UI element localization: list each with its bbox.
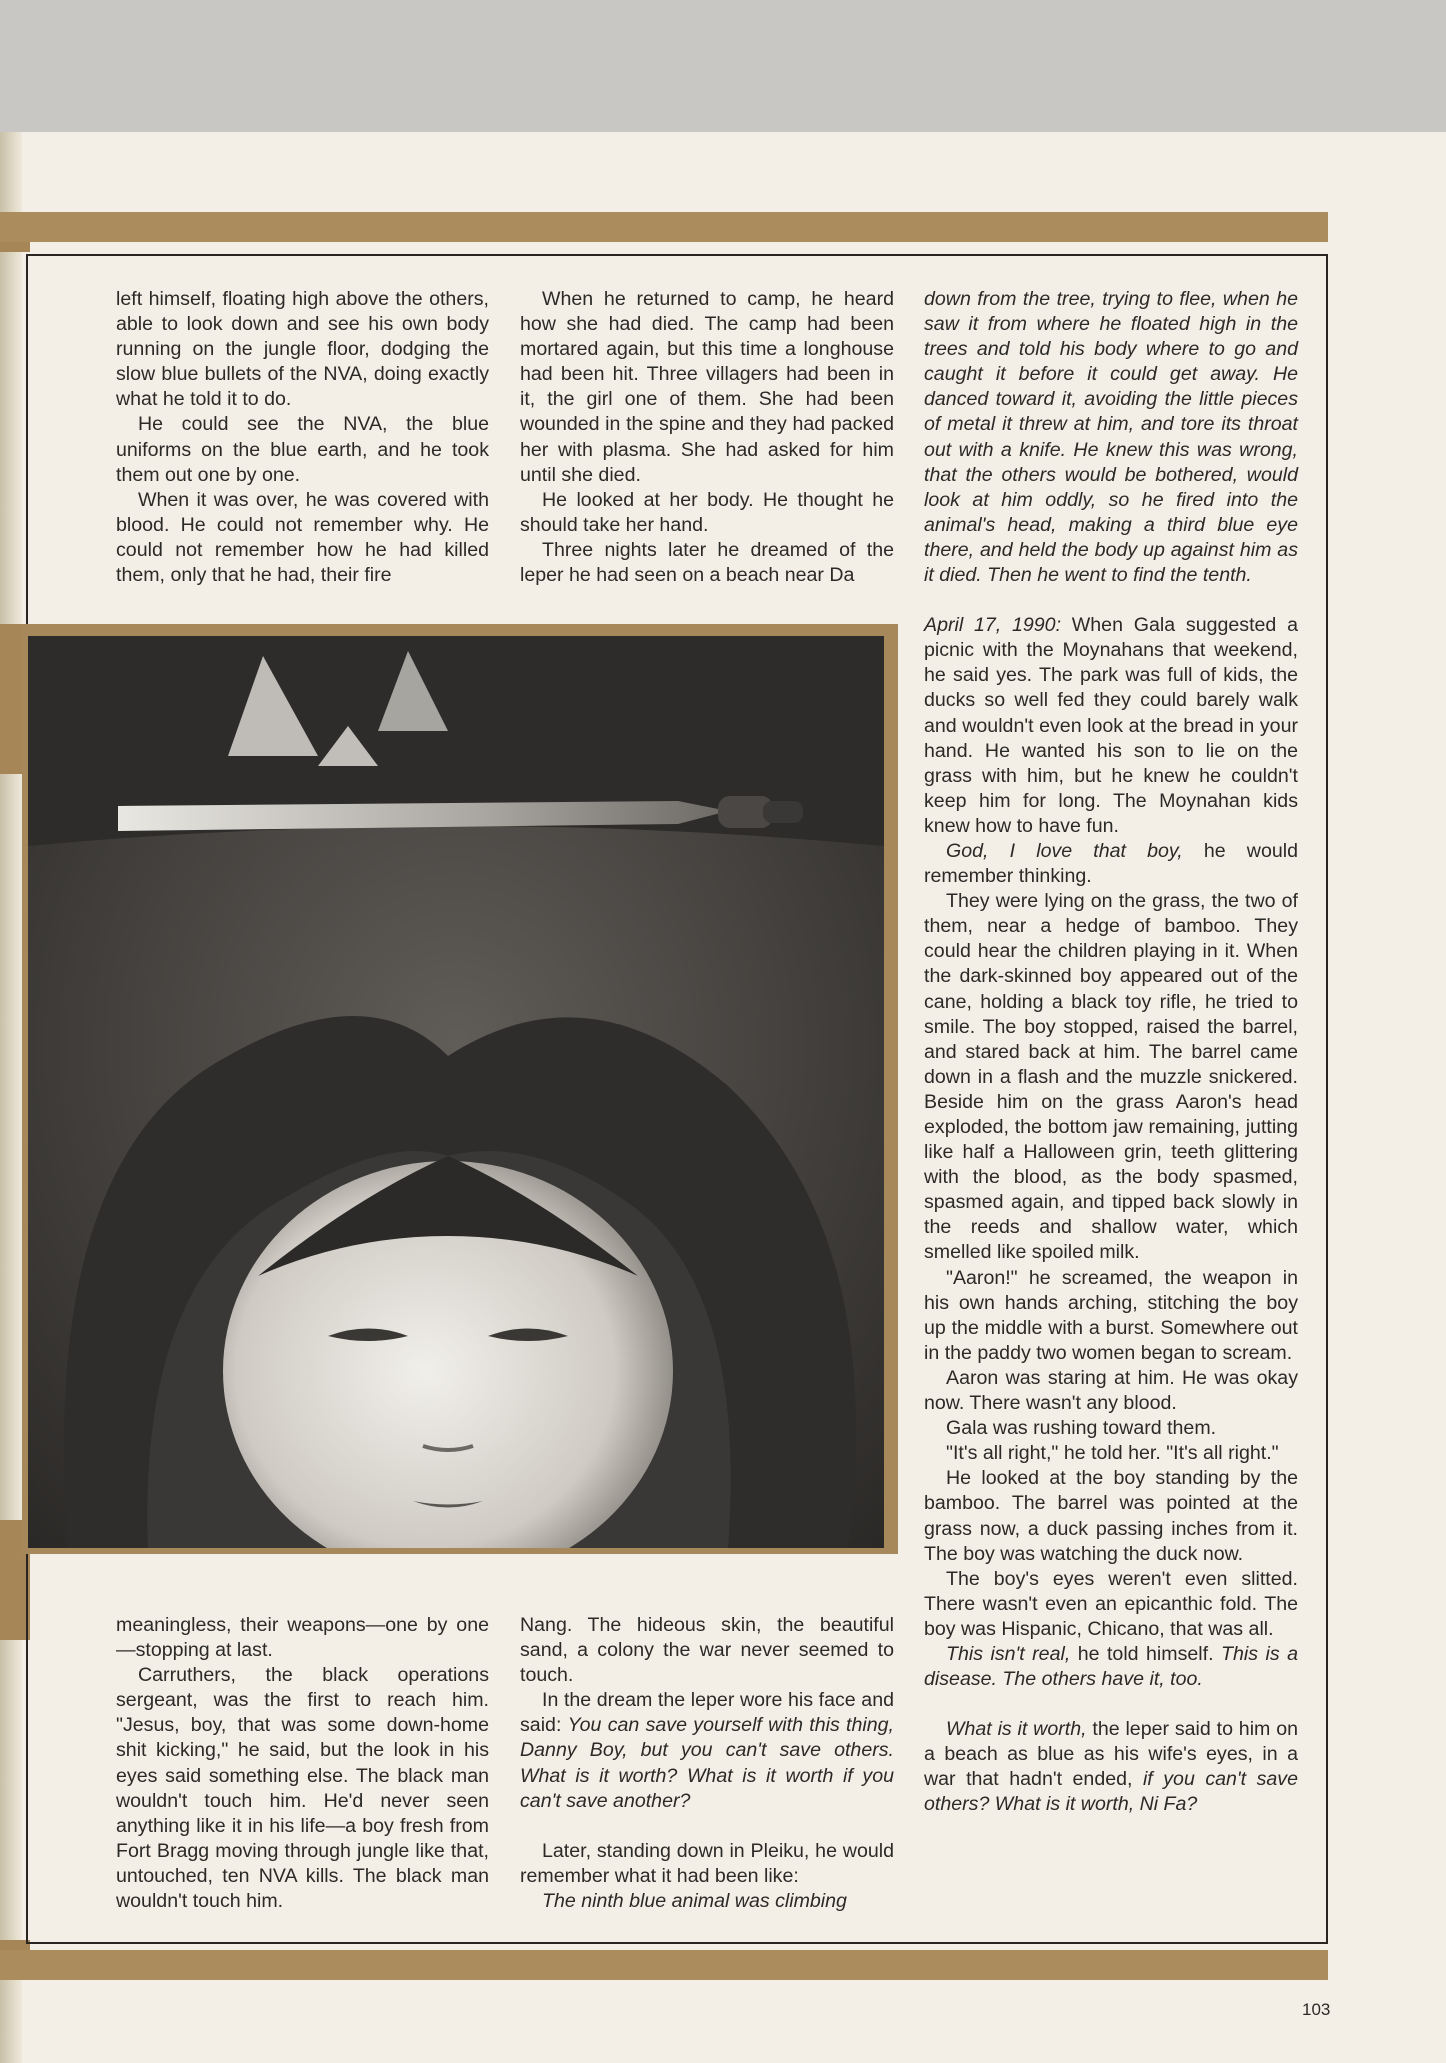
paragraph: [520, 1839, 894, 1889]
paragraph-lead-text: This isn't real,: [946, 1642, 1071, 1665]
paragraph-text: he would remember thinking.: [924, 839, 1298, 888]
paragraph: [924, 1717, 1298, 1817]
paragraph-text: he told himself.: [1070, 1642, 1222, 1665]
paragraph-text: In the dream the leper wore his face and said:: [520, 1689, 894, 1737]
paragraph-lead-text: April 17, 1990:: [924, 614, 1062, 637]
paragraph-text: He could see the NVA, the blue uniforms on the blue earth, and he took them out one by one.: [116, 413, 489, 486]
paragraph-text: Aaron was staring at him. He was okay now. There wasn't any blood.: [924, 1366, 1298, 1415]
paragraph-tail-text: This is a disease. The others have it, too.: [924, 1642, 1298, 1691]
paragraph: [520, 538, 894, 588]
scan-background: [0, 0, 1446, 132]
paragraph-text: The ninth blue animal was climbing: [542, 1889, 847, 1912]
paragraph: [116, 488, 489, 588]
paragraph-text: Later, standing down in Pleiku, he would remember what it had been like:: [520, 1839, 894, 1887]
paragraph-text: Carruthers, the black operations sergeant, was the first to reach him. "Jesus, boy, that was some down-home shit kicking," he said, but the look in his eyes said something else. The black man wouldn't touch him. He'd never seen anything like it in his life—a boy fresh from Fort Bragg moving through jungle like that, untouched, ten NVA kills. The black man wouldn't touch him.: [116, 1664, 489, 1913]
paragraph-text: He looked at her body. He thought he should take her hand.: [520, 488, 894, 536]
paragraph-text: "Aaron!" he screamed, the weapon in his own hands arching, stitching the boy up the middle with a burst. Somewhere out in the paddy two women began to scream.: [924, 1266, 1298, 1364]
paragraph-tail-text: if you can't save others? What is it worth, Ni Fa?: [924, 1768, 1298, 1816]
paragraph: [116, 412, 489, 487]
column-top-left: [116, 287, 489, 588]
paragraph-text: Gala was rushing toward them.: [946, 1417, 1217, 1440]
paragraph: [116, 1613, 489, 1663]
page-number: 103: [1302, 2000, 1331, 2019]
column-bottom-middle: [520, 1613, 894, 1914]
paragraph-text: He looked at the boy standing by the bamboo. The barrel was pointed at the grass now, a duck passing inches from it. The boy was watching the duck now.: [924, 1467, 1298, 1565]
paragraph: [924, 1441, 1298, 1466]
column-top-middle: [520, 287, 894, 588]
paragraph: [924, 287, 1298, 588]
paragraph-lead-text: What is it worth,: [946, 1718, 1087, 1741]
paragraph: [924, 889, 1298, 1265]
paragraph-text: "It's all right," he told her. "It's all right.": [946, 1442, 1279, 1465]
paragraph-lead-text: God, I love that boy,: [946, 839, 1183, 862]
paragraph-text: Nang. The hideous skin, the beautiful sand, a colony the war never seemed to touch.: [520, 1614, 894, 1687]
paragraph: [116, 1663, 489, 1914]
paragraph-text: They were lying on the grass, the two of them, near a hedge of bamboo. They could hear the children playing in it. When the dark-skinned boy appeared out of the cane, holding a black toy rifle, he tried to smile. The boy stopped, raised the barrel, and stared back at him. The barrel came down in a flash and the muzzle snickered. Beside him on the grass Aaron's head exploded, the bottom jaw remaining, jutting like half a Halloween grin, teeth glittering with the blood, as the body spasmed, spasmed again, and tipped back slowly in the reeds and shallow water, which smelled like spoiled milk.: [924, 890, 1298, 1264]
bottom-decorative-band: [0, 1950, 1328, 1980]
paragraph: [116, 287, 489, 412]
illustration-girl-with-knife: [28, 636, 884, 1548]
paragraph: [924, 1567, 1298, 1642]
paragraph: [520, 287, 894, 488]
paragraph: [924, 1416, 1298, 1441]
spine-shadow: [0, 132, 22, 2063]
column-right: [924, 287, 1298, 1818]
paragraph-text: Three nights later he dreamed of the leper he had seen on a beach near Da: [520, 538, 894, 587]
paragraph-text: the leper said to him on a beach as blue as his wife's eyes, in a war that hadn't ended,: [924, 1718, 1299, 1791]
paragraph: [924, 839, 1298, 889]
column-bottom-left: [116, 1613, 489, 1914]
paragraph-text: meaningless, their weapons—one by one—stopping at last.: [116, 1614, 489, 1662]
top-decorative-band: [0, 212, 1328, 242]
paragraph-text: left himself, floating high above the others, able to look down and see his own body running on the jungle floor, dodging the slow blue bullets of the NVA, doing exactly what he told it to do.: [116, 288, 489, 411]
paragraph: [924, 1466, 1298, 1566]
paragraph-text: When he returned to camp, he heard how she had died. The camp had been mortared again, but this time a longhouse had been hit. Three villagers had been in it, the girl one of them. She had been wounded in the spine and they had packed her with plasma. She had asked for him until she died.: [520, 288, 894, 486]
paragraph: [520, 1613, 894, 1688]
paragraph: [520, 1688, 894, 1813]
paragraph-text: down from the tree, trying to flee, when he saw it from where he floated high in the trees and told his body where to go and caught it before it could get away. He danced toward it, avoiding the little pieces of metal it threw at him, and tore its throat out with a knife. He knew this was wrong, that the others would be bothered, would look at him oddly, so he fired into the animal's head, making a third blue eye there, and held the body up against him as it died. Then he went to find the tenth.: [924, 288, 1298, 587]
paragraph: [924, 1366, 1298, 1416]
paragraph: [520, 1889, 894, 1914]
paragraph-tail-text: You can save yourself with this thing, Danny Boy, but you can't save others. What is it worth? What is it worth if you can't save another?: [520, 1714, 894, 1812]
paragraph: [924, 613, 1298, 839]
paragraph-text: The boy's eyes weren't even slitted. There wasn't even an epicanthic fold. The boy was Hispanic, Chicano, that was all.: [924, 1567, 1298, 1640]
paragraph: [924, 1266, 1298, 1366]
paragraph: [520, 488, 894, 538]
paragraph: [924, 1642, 1298, 1692]
paragraph-text: When Gala suggested a picnic with the Moynahans that weekend, he said yes. The park was full of kids, the ducks so well fed they could barely walk and wouldn't even look at the bread in your hand. He wanted his son to lie on the grass with him, but he knew he couldn't keep him for long. The Moynahan kids knew how to have fun.: [924, 614, 1298, 837]
paragraph-text: When it was over, he was covered with blood. He could not remember why. He could not remember how he had killed them, only that he had, their fire: [116, 488, 489, 587]
